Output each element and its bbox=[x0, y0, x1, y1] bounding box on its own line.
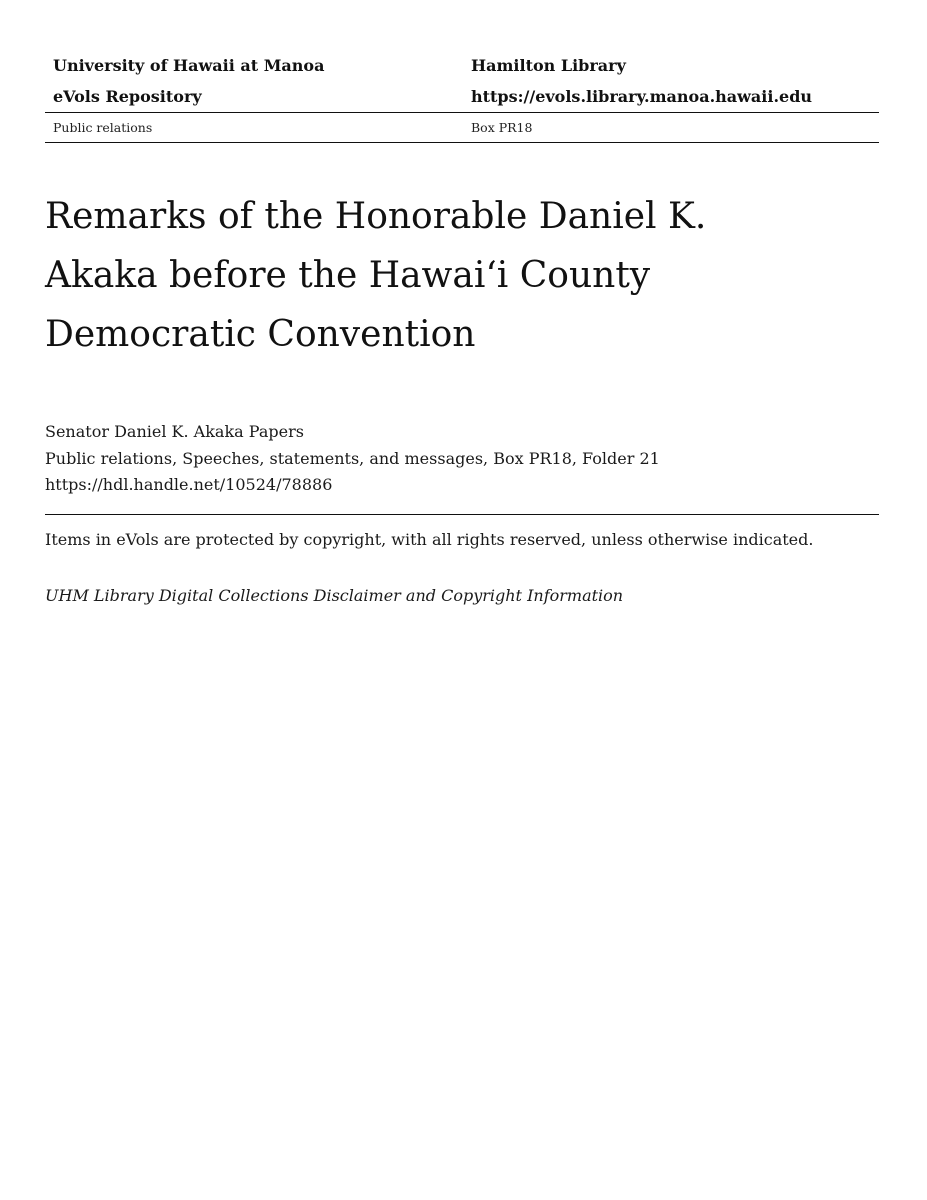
series-label: Public relations bbox=[53, 120, 153, 135]
library-name: Hamilton Library bbox=[471, 56, 626, 75]
document-metadata bbox=[45, 419, 660, 499]
institution-name: University of Hawaii at Manoa bbox=[53, 56, 325, 75]
section-divider bbox=[45, 514, 879, 515]
title-line-2: Akaka before the Hawai‘i County bbox=[45, 255, 651, 296]
header-row-2 bbox=[45, 81, 879, 112]
repository-url[interactable]: https://evols.library.manoa.hawaii.edu bbox=[471, 87, 813, 106]
repository-name: eVols Repository bbox=[53, 87, 202, 106]
title-line-3: Democratic Convention bbox=[45, 314, 476, 355]
handle-link[interactable]: https://hdl.handle.net/10524/78886 bbox=[45, 475, 333, 494]
header-row-3 bbox=[45, 113, 879, 142]
header-row-1 bbox=[45, 50, 879, 81]
collection-name: Senator Daniel K. Akaka Papers bbox=[45, 422, 304, 441]
title-line-1: Remarks of the Honorable Daniel K. bbox=[45, 196, 707, 237]
disclaimer-link[interactable]: UHM Library Digital Collections Disclaimer and Copyright Information bbox=[45, 586, 624, 605]
folder-location: Public relations, Speeches, statements, and messages, Box PR18, Folder 21 bbox=[45, 448, 660, 468]
document-title bbox=[45, 187, 845, 364]
header-divider-bottom bbox=[45, 142, 879, 143]
document-header bbox=[45, 50, 879, 143]
rights-statement: Items in eVols are protected by copyright, with all rights reserved, unless otherwise indicated. bbox=[45, 530, 814, 549]
box-label: Box PR18 bbox=[471, 120, 533, 135]
